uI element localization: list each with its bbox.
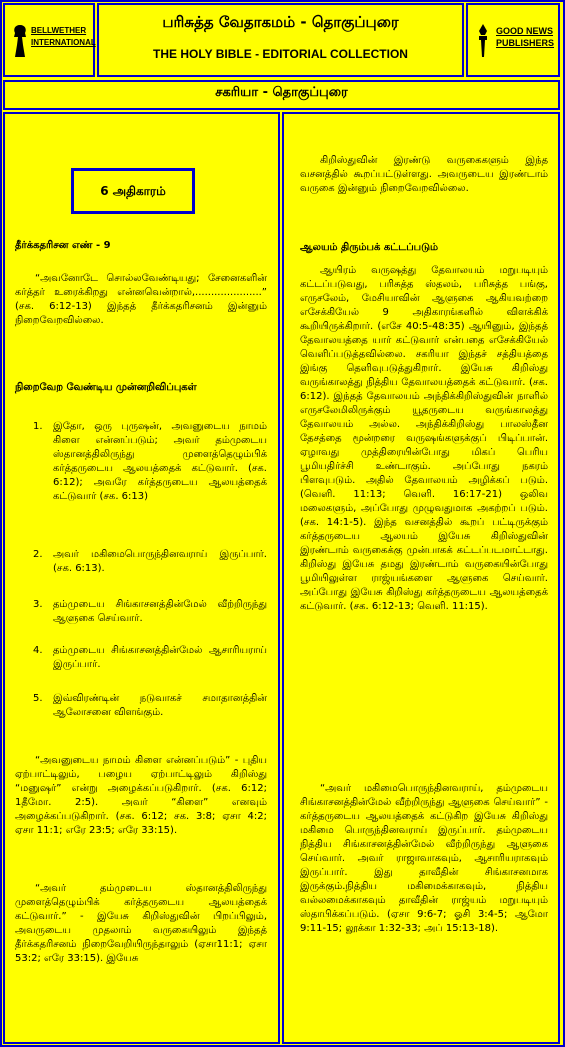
list-item: இவ்விரண்டின் நடுவாகச் சமாதானத்தின் ஆலோசனை விளங்கும். [53,693,267,718]
second-coming-paragraph: கிறிஸ்துவின் இரண்டு வருகைகளும் இந்த வசனத்தில் கூறப்பட்டுள்ளது. அவருடைய இரண்டாம் வருகை இன்னும் நிறைவேறவில்லை. [300,155,548,194]
right-logo-text: GOOD NEWS PUBLISHERS [496,26,555,48]
kilai-paragraph: “அவனுடைய நாமம் கிளை என்னப்படும்” - புதிய ஏற்பாட்டிலும், பழைய ஏற்பாட்டிலும் கிறிஸ்து “மனுஷர்” என்று அழைக்கப்படுகிறார். (சக. 6:12; 1தீமோ. 2:5). அவர் “கிளை” எனவும் அழைக்கப்படுகிறார். (சக. 6:12; சக. 3:8; ஏசா 4:2; ஏசா 11:1; எரே 23:5; எரே 33:15). [15,755,267,836]
torch-icon [474,23,492,59]
right-column [282,112,560,1044]
list-item: தம்முடைய சிங்காசனத்தின்மேல் ஆசாரியராய் இருப்பார். [53,645,267,670]
subtitle: சகரியா - தொகுப்புரை [215,85,348,100]
header-title-box [97,3,464,77]
temple-paragraph: ஆயிரம் வருஷத்து தேவாலயம் மறுபடியும் கட்டப்படுவது, பரிசுத்த ஸ்தலம், பரிசுத்த பங்கு, எருசலேம், மேசியாவின் ஆளுகை ஆகியவற்றை எசேக்கியேல் 9 அதிகாரங்களில் விளக்கிக் கூறியிருக்கிறார். (எசே 40:5-48:35) ஆயினும், இந்தத் தேவாலயத்தை யார் கட்டுவார் என்பதை எசேக்கியேல் வெளிப்படுத்தவில்லை. சகரியா இந்தச் சத்தியத்தை இங்கு தெளிவுபடுத்துகிறார். இயேசு கிறிஸ்து வருங்காலத்து நித்திய தேவாலயத்தைக் கட்டுவார். (சக. 6:12). இந்தத் தேவாலயம் அந்திக்கிறிஸ்துவின் நாளில் எருசலேமிலிருக்கும் யூதருடைய வருங்காலத்து தேவாலயம் அல்ல. அந்திக்கிறிஸ்து பாலஸ்தீன தேசத்தை மூன்றரை வருஷங்களுக்குப் பிடிப்பான். ஏழாவது முத்திரையின்போது மிகப் பெரிய பூமியதிர்ச்சி உண்டாகும். அப்போது நகரம் பிளவுபடும். அதில் தேவாலயம் அழிக்கப் படும். (வெளி. 11:13; வெளி. 16:17-21) ஒலிவ மலைகளும், அப்போது முழுவதுமாக அகற்றப் படும். (சக. 14:1-5). இந்த வசனத்தில் கூறப் பட்டிருக்கும் கர்த்தருடைய ஆலயம் இயேசு கிறிஸ்துவின் இரண்டாம் வருகைக்கு முன்பாகக் கட்டப்படமாட்டாது. கிறிஸ்து இயேசு தமது இரண்டாம் வருகையின்போது பூமியிலுள்ள ராஜ்யங்களை ஆளுகை செய்வார். அப்போது இயேசு கிறிஸ்து கர்த்தருடைய ஆலயத்தைக் கட்டுவார். (சக. 6:12-13; வெளி. 11:15). [300,265,548,612]
temple-heading: ஆலயம் திரும்பக் கட்டப்படும் [300,242,439,253]
subtitle-bar [3,80,560,110]
sthanam-paragraph: “அவர் தம்முடைய ஸ்தானத்திலிருந்து முளைத்தெழும்பிக் கர்த்தருடைய ஆலயத்தைக் கட்டுவார்.” - இயேசு கிறிஸ்துவின் பிறப்பிலும், அவருடைய முதலாம் வருகையிலும் இந்தத் தீர்க்கதரிசனம் நிறைவேறியிருந்தாலும் (ஏசா11:1; ஏசா 53:2; எரே 33:15). இயேசு [15,883,267,964]
list-item: அவர் மகிமைபொருந்தினவராய் இருப்பார். (சக. 6:13). [53,549,267,574]
glory-paragraph: “அவர் மகிமைபொருந்தினவராய், தம்முடைய சிங்காசனத்தின்மேல் வீற்றிருந்து ஆளுகை செய்வார்” - கர்த்தருடைய ஆலயத்தைக் கட்டுகிற இயேசு கிறிஸ்து மகிமை பொருந்தினவராய் இருப்பார். தம்முடைய நித்திய சிங்காசனத்தின்மேல் வீற்றிருந்து ஆளுகை செய்வார். அவர் ராஜாவாகவும், ஆசாரியராகவும் இருப்பார். இது தாவீதின் சிங்காசனமாக இருக்கும்.நித்திய மகிமைக்காகவும், நித்திய வல்லமைக்காகவும் தாவீதின் ராஜ்யம் மறுபடியும் ஸ்தாபிக்கப்படும். (ஏசா 9:6-7; ஓசி 3:4-5; ஆமோ 9:11-15; லூக்கா 1:32-33; அப் 15:13-18). [300,783,548,934]
section-heading: நிறைவேற வேண்டிய முன்னறிவிப்புகள் [15,382,197,393]
ram-icon [11,23,29,59]
item-number: 1. [33,421,43,432]
prophecy-number: தீர்க்கதரிசன எண் - 9 [15,240,111,251]
chapter-box: 6 அதிகாரம் [71,168,195,214]
item-number: 5. [33,693,43,704]
bellwether-logo [3,3,95,77]
title-english: THE HOLY BIBLE - EDITORIAL COLLECTION [153,47,408,61]
list-item: தம்முடைய சிங்காசனத்தின்மேல் வீற்றிருந்து ஆளுகை செய்வார். [53,599,267,624]
good-news-logo [466,3,560,77]
left-column [3,112,280,1044]
list-item: இதோ, ஒரு புருஷன், அவனுடைய நாமம் கிளை என்னப்படும்; அவர் தம்முடைய ஸ்தானத்திலிருந்து முளைத்தெழும்பிக் கர்த்தருடைய ஆலயத்தைக் கட்டுவார். (சக. 6:12); அவரே கர்த்தருடைய ஆலயத்தைக் கட்டுவார் (சக. 6:13) [53,421,267,502]
quote-paragraph: “அவனோடே சொல்லவேண்டியது; சேனைகளின் கர்த்தர் உரைக்கிறது என்னவென்றால்,.....................” (சக. 6:12-13) இந்தத் தீர்க்கதரிசனம் இன்னும் நிறைவேறவில்லை. [15,273,267,326]
item-number: 4. [33,645,43,656]
item-number: 2. [33,549,43,560]
item-number: 3. [33,599,43,610]
left-logo-text: BELLWETHER INTERNATIONAL [31,26,96,47]
title-tamil: பரிசுத்த வேதாகமம் - தொகுப்புரை [162,13,399,31]
